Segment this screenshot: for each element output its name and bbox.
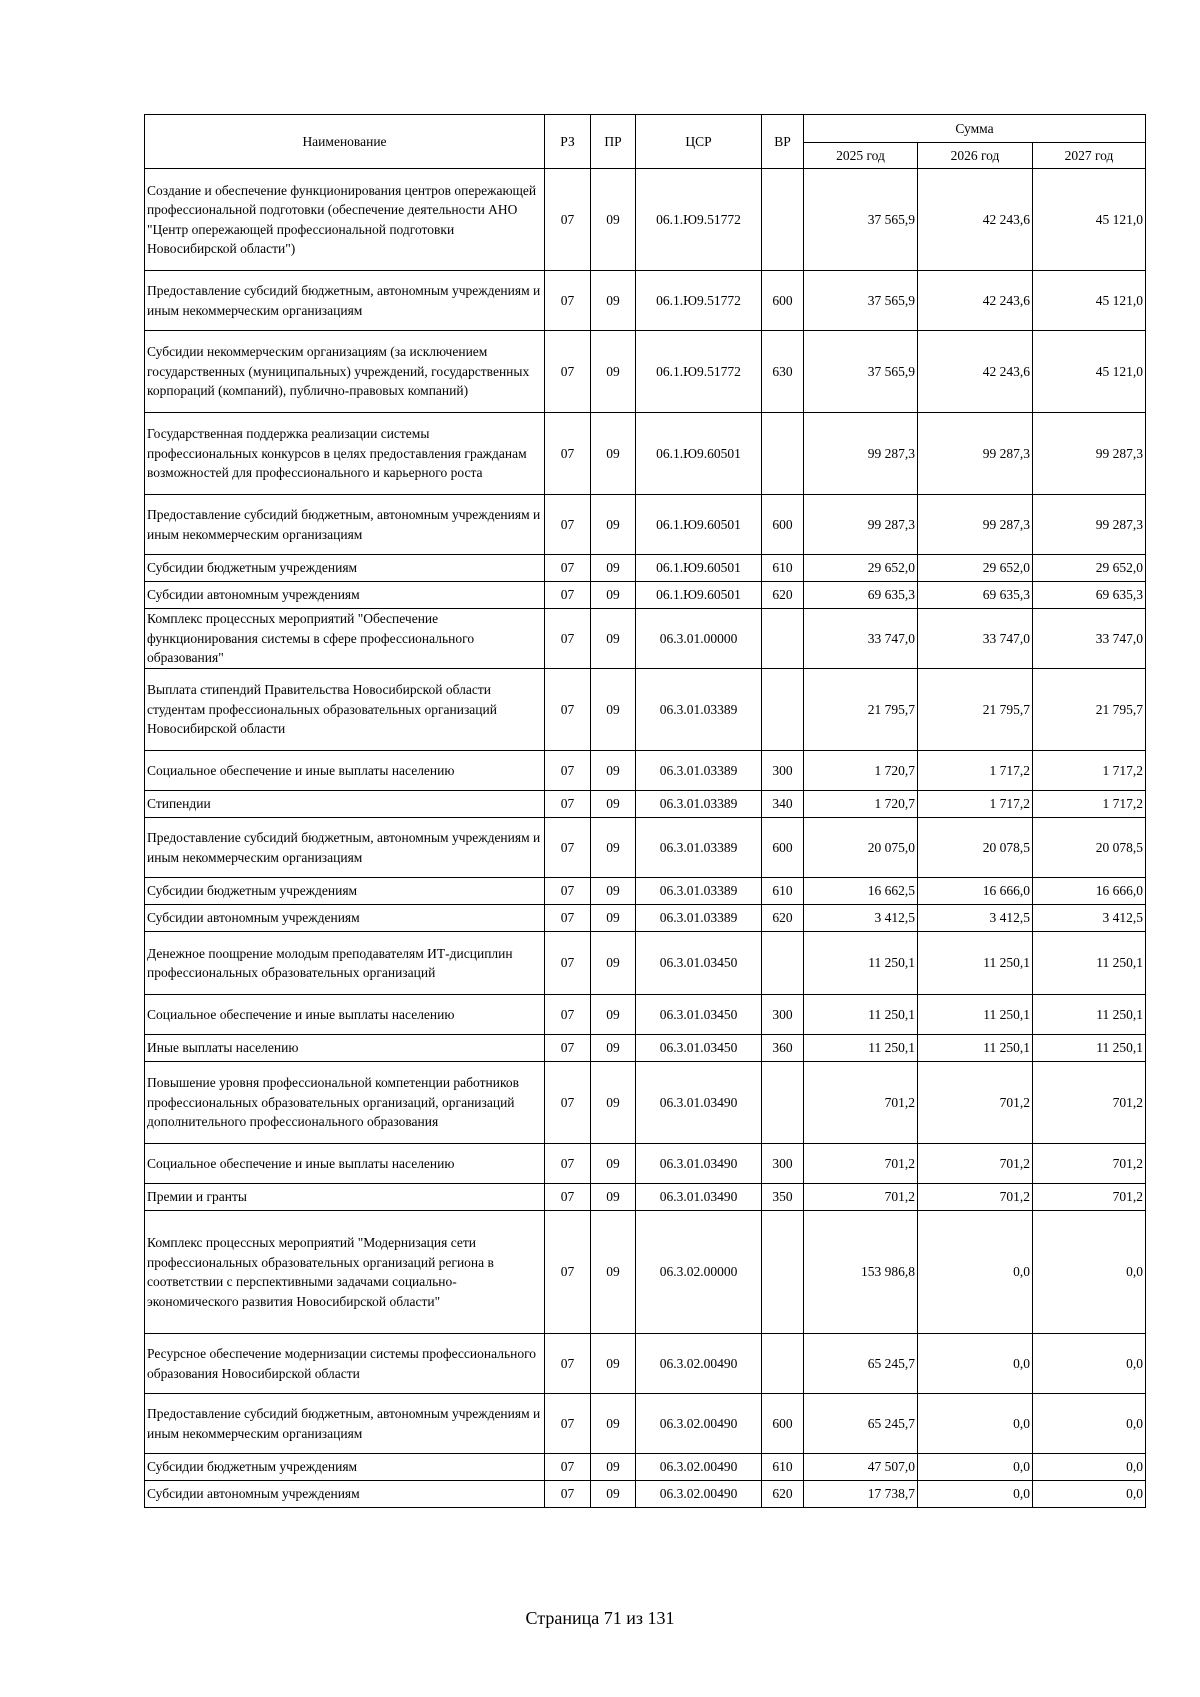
- cell-name: Субсидии автономным учреждениям: [145, 582, 545, 609]
- table-row: [145, 751, 1146, 791]
- cell-2025: 20 075,0: [804, 818, 918, 878]
- cell-rz: 07: [545, 1035, 591, 1062]
- cell-2027: 3 412,5: [1033, 905, 1146, 932]
- cell-name: Повышение уровня профессиональной компетенции работников профессиональных образовательных организаций, организаций дополнительного профессионального образования: [145, 1062, 545, 1144]
- cell-2025: 47 507,0: [804, 1454, 918, 1481]
- cell-name: Предоставление субсидий бюджетным, автономным учреждениям и иным некоммерческим организациям: [145, 818, 545, 878]
- cell-vr: 360: [762, 1035, 804, 1062]
- cell-vr: 350: [762, 1184, 804, 1211]
- table-row: [145, 791, 1146, 818]
- cell-pr: 09: [591, 932, 636, 995]
- cell-csr: 06.1.Ю9.60501: [636, 582, 762, 609]
- cell-rz: 07: [545, 932, 591, 995]
- table-row: [145, 818, 1146, 878]
- cell-2025: 701,2: [804, 1062, 918, 1144]
- cell-name: Выплата стипендий Правительства Новосибирской области студентам профессиональных образовательных организаций Новосибирской области: [145, 669, 545, 751]
- cell-csr: 06.3.01.03490: [636, 1144, 762, 1184]
- cell-name: Субсидии бюджетным учреждениям: [145, 1454, 545, 1481]
- cell-vr: [762, 669, 804, 751]
- cell-csr: 06.3.01.03389: [636, 905, 762, 932]
- header-name: Наименование: [145, 115, 545, 169]
- cell-rz: 07: [545, 1481, 591, 1508]
- cell-2027: 45 121,0: [1033, 331, 1146, 413]
- cell-2027: 11 250,1: [1033, 1035, 1146, 1062]
- cell-csr: 06.1.Ю9.51772: [636, 169, 762, 271]
- cell-pr: 09: [591, 331, 636, 413]
- cell-name: Комплекс процессных мероприятий "Модернизация сети профессиональных образовательных организаций региона в соответствии с перспективными задачами социально-экономического развития Новосибирской области": [145, 1211, 545, 1334]
- table-row: [145, 669, 1146, 751]
- cell-vr: [762, 1062, 804, 1144]
- cell-csr: 06.3.02.00000: [636, 1211, 762, 1334]
- cell-vr: 610: [762, 555, 804, 582]
- cell-rz: 07: [545, 1211, 591, 1334]
- cell-2027: 1 717,2: [1033, 791, 1146, 818]
- cell-name: Комплекс процессных мероприятий "Обеспечение функционирования системы в сфере профессионального образования": [145, 609, 545, 669]
- cell-rz: 07: [545, 1184, 591, 1211]
- cell-2026: 701,2: [918, 1062, 1033, 1144]
- cell-2025: 3 412,5: [804, 905, 918, 932]
- cell-2025: 21 795,7: [804, 669, 918, 751]
- cell-vr: 600: [762, 271, 804, 331]
- cell-vr: 620: [762, 582, 804, 609]
- cell-pr: 09: [591, 1062, 636, 1144]
- cell-2027: 0,0: [1033, 1394, 1146, 1454]
- cell-2025: 16 662,5: [804, 878, 918, 905]
- cell-csr: 06.3.01.03490: [636, 1062, 762, 1144]
- cell-2027: 0,0: [1033, 1334, 1146, 1394]
- cell-2026: 16 666,0: [918, 878, 1033, 905]
- cell-pr: 09: [591, 609, 636, 669]
- cell-vr: 300: [762, 995, 804, 1035]
- cell-csr: 06.3.01.03389: [636, 669, 762, 751]
- cell-name: Денежное поощрение молодым преподавателям ИТ-дисциплин профессиональных образовательных организаций: [145, 932, 545, 995]
- table-row: [145, 495, 1146, 555]
- cell-2026: 21 795,7: [918, 669, 1033, 751]
- cell-pr: 09: [591, 751, 636, 791]
- cell-2025: 29 652,0: [804, 555, 918, 582]
- table-row: [145, 582, 1146, 609]
- cell-vr: 300: [762, 1144, 804, 1184]
- cell-pr: 09: [591, 1035, 636, 1062]
- header-row-top: [145, 115, 1146, 143]
- cell-2025: 65 245,7: [804, 1334, 918, 1394]
- cell-vr: [762, 609, 804, 669]
- cell-2027: 45 121,0: [1033, 271, 1146, 331]
- cell-2025: 33 747,0: [804, 609, 918, 669]
- cell-2026: 42 243,6: [918, 169, 1033, 271]
- cell-pr: 09: [591, 669, 636, 751]
- cell-csr: 06.3.02.00490: [636, 1334, 762, 1394]
- table-row: [145, 1334, 1146, 1394]
- table-row: [145, 609, 1146, 669]
- header-csr: ЦСР: [636, 115, 762, 169]
- header-rz: РЗ: [545, 115, 591, 169]
- cell-pr: 09: [591, 818, 636, 878]
- cell-pr: 09: [591, 1394, 636, 1454]
- cell-name: Стипендии: [145, 791, 545, 818]
- cell-2025: 11 250,1: [804, 995, 918, 1035]
- cell-pr: 09: [591, 1334, 636, 1394]
- header-year-2026: 2026 год: [918, 143, 1033, 169]
- cell-2027: 29 652,0: [1033, 555, 1146, 582]
- cell-2027: 33 747,0: [1033, 609, 1146, 669]
- cell-csr: 06.3.02.00490: [636, 1481, 762, 1508]
- cell-rz: 07: [545, 878, 591, 905]
- page-number: Страница 71 из 131: [525, 1608, 675, 1628]
- cell-2026: 0,0: [918, 1454, 1033, 1481]
- cell-rz: 07: [545, 331, 591, 413]
- cell-rz: 07: [545, 1062, 591, 1144]
- cell-2027: 99 287,3: [1033, 495, 1146, 555]
- cell-rz: 07: [545, 1394, 591, 1454]
- cell-2025: 69 635,3: [804, 582, 918, 609]
- cell-vr: 600: [762, 495, 804, 555]
- cell-rz: 07: [545, 1454, 591, 1481]
- cell-csr: 06.3.01.03450: [636, 995, 762, 1035]
- cell-name: Иные выплаты населению: [145, 1035, 545, 1062]
- cell-2026: 0,0: [918, 1334, 1033, 1394]
- cell-rz: 07: [545, 413, 591, 495]
- cell-2026: 42 243,6: [918, 331, 1033, 413]
- cell-pr: 09: [591, 791, 636, 818]
- cell-csr: 06.1.Ю9.51772: [636, 271, 762, 331]
- cell-pr: 09: [591, 413, 636, 495]
- header-pr: ПР: [591, 115, 636, 169]
- cell-2026: 33 747,0: [918, 609, 1033, 669]
- cell-2027: 21 795,7: [1033, 669, 1146, 751]
- cell-2025: 701,2: [804, 1144, 918, 1184]
- cell-pr: 09: [591, 905, 636, 932]
- cell-name: Субсидии некоммерческим организациям (за исключением государственных (муниципальных) учреждений, государственных корпораций (компаний), публично-правовых компаний): [145, 331, 545, 413]
- table-row: [145, 1184, 1146, 1211]
- cell-name: Субсидии бюджетным учреждениям: [145, 878, 545, 905]
- cell-name: Создание и обеспечение функционирования центров опережающей профессиональной подготовки (обеспечение деятельности АНО "Центр опережающей профессиональной подготовки Новосибирской области"): [145, 169, 545, 271]
- cell-pr: 09: [591, 1211, 636, 1334]
- cell-2027: 20 078,5: [1033, 818, 1146, 878]
- cell-vr: [762, 1211, 804, 1334]
- table-body: [145, 169, 1146, 1508]
- cell-vr: 600: [762, 1394, 804, 1454]
- cell-pr: 09: [591, 271, 636, 331]
- table-row: [145, 995, 1146, 1035]
- cell-pr: 09: [591, 1481, 636, 1508]
- cell-2026: 29 652,0: [918, 555, 1033, 582]
- cell-vr: [762, 1334, 804, 1394]
- cell-csr: 06.3.02.00490: [636, 1394, 762, 1454]
- cell-csr: 06.1.Ю9.60501: [636, 413, 762, 495]
- cell-2026: 1 717,2: [918, 791, 1033, 818]
- cell-vr: [762, 169, 804, 271]
- table-row: [145, 413, 1146, 495]
- cell-rz: 07: [545, 1144, 591, 1184]
- cell-rz: 07: [545, 905, 591, 932]
- cell-2027: 0,0: [1033, 1481, 1146, 1508]
- cell-2027: 11 250,1: [1033, 932, 1146, 995]
- cell-rz: 07: [545, 555, 591, 582]
- cell-pr: 09: [591, 169, 636, 271]
- table-row: [145, 1394, 1146, 1454]
- cell-2027: 701,2: [1033, 1062, 1146, 1144]
- cell-2027: 0,0: [1033, 1211, 1146, 1334]
- cell-name: Предоставление субсидий бюджетным, автономным учреждениям и иным некоммерческим организациям: [145, 271, 545, 331]
- cell-2027: 0,0: [1033, 1454, 1146, 1481]
- table-row: [145, 555, 1146, 582]
- cell-name: Субсидии автономным учреждениям: [145, 1481, 545, 1508]
- cell-csr: 06.3.01.03389: [636, 818, 762, 878]
- cell-name: Ресурсное обеспечение модернизации системы профессионального образования Новосибирской области: [145, 1334, 545, 1394]
- header-sum: Сумма: [804, 115, 1146, 143]
- cell-2027: 1 717,2: [1033, 751, 1146, 791]
- cell-pr: 09: [591, 582, 636, 609]
- table-row: [145, 1062, 1146, 1144]
- cell-vr: 340: [762, 791, 804, 818]
- header-year-2025: 2025 год: [804, 143, 918, 169]
- cell-2027: 16 666,0: [1033, 878, 1146, 905]
- cell-2026: 11 250,1: [918, 932, 1033, 995]
- cell-2025: 37 565,9: [804, 169, 918, 271]
- budget-table: [144, 114, 1146, 1508]
- cell-2026: 99 287,3: [918, 495, 1033, 555]
- header-vr: ВР: [762, 115, 804, 169]
- cell-name: Государственная поддержка реализации системы профессиональных конкурсов в целях предоставления гражданам возможностей для профессионального и карьерного роста: [145, 413, 545, 495]
- cell-2025: 37 565,9: [804, 331, 918, 413]
- cell-2027: 69 635,3: [1033, 582, 1146, 609]
- cell-name: Субсидии бюджетным учреждениям: [145, 555, 545, 582]
- cell-name: Премии и гранты: [145, 1184, 545, 1211]
- cell-2026: 0,0: [918, 1481, 1033, 1508]
- cell-name: Социальное обеспечение и иные выплаты населению: [145, 995, 545, 1035]
- cell-pr: 09: [591, 878, 636, 905]
- cell-2027: 701,2: [1033, 1184, 1146, 1211]
- cell-2025: 17 738,7: [804, 1481, 918, 1508]
- cell-2026: 3 412,5: [918, 905, 1033, 932]
- cell-rz: 07: [545, 751, 591, 791]
- cell-csr: 06.3.01.00000: [636, 609, 762, 669]
- cell-2025: 701,2: [804, 1184, 918, 1211]
- cell-rz: 07: [545, 582, 591, 609]
- cell-rz: 07: [545, 791, 591, 818]
- cell-2027: 11 250,1: [1033, 995, 1146, 1035]
- cell-vr: 610: [762, 878, 804, 905]
- cell-2026: 0,0: [918, 1211, 1033, 1334]
- table-row: [145, 878, 1146, 905]
- cell-rz: 07: [545, 995, 591, 1035]
- cell-2025: 37 565,9: [804, 271, 918, 331]
- cell-2026: 99 287,3: [918, 413, 1033, 495]
- table-row: [145, 1481, 1146, 1508]
- cell-csr: 06.1.Ю9.51772: [636, 331, 762, 413]
- cell-rz: 07: [545, 818, 591, 878]
- cell-2026: 701,2: [918, 1184, 1033, 1211]
- table-row: [145, 331, 1146, 413]
- cell-rz: 07: [545, 1334, 591, 1394]
- cell-csr: 06.3.01.03490: [636, 1184, 762, 1211]
- cell-csr: 06.1.Ю9.60501: [636, 555, 762, 582]
- cell-csr: 06.1.Ю9.60501: [636, 495, 762, 555]
- cell-csr: 06.3.01.03389: [636, 878, 762, 905]
- cell-rz: 07: [545, 669, 591, 751]
- cell-2027: 99 287,3: [1033, 413, 1146, 495]
- cell-2026: 701,2: [918, 1144, 1033, 1184]
- cell-rz: 07: [545, 609, 591, 669]
- cell-vr: 600: [762, 818, 804, 878]
- cell-name: Предоставление субсидий бюджетным, автономным учреждениям и иным некоммерческим организациям: [145, 495, 545, 555]
- cell-rz: 07: [545, 169, 591, 271]
- cell-pr: 09: [591, 995, 636, 1035]
- cell-2025: 11 250,1: [804, 932, 918, 995]
- cell-name: Социальное обеспечение и иные выплаты населению: [145, 751, 545, 791]
- table-row: [145, 905, 1146, 932]
- cell-2027: 701,2: [1033, 1144, 1146, 1184]
- cell-vr: 620: [762, 1481, 804, 1508]
- table-row: [145, 169, 1146, 271]
- cell-2026: 1 717,2: [918, 751, 1033, 791]
- cell-2026: 11 250,1: [918, 1035, 1033, 1062]
- cell-2026: 11 250,1: [918, 995, 1033, 1035]
- cell-2025: 99 287,3: [804, 413, 918, 495]
- cell-2025: 153 986,8: [804, 1211, 918, 1334]
- cell-2026: 42 243,6: [918, 271, 1033, 331]
- cell-csr: 06.3.01.03450: [636, 932, 762, 995]
- cell-rz: 07: [545, 271, 591, 331]
- cell-vr: [762, 932, 804, 995]
- cell-2025: 1 720,7: [804, 791, 918, 818]
- cell-2025: 99 287,3: [804, 495, 918, 555]
- table-row: [145, 271, 1146, 331]
- cell-vr: 630: [762, 331, 804, 413]
- cell-pr: 09: [591, 1454, 636, 1481]
- table-row: [145, 1144, 1146, 1184]
- table-row: [145, 1035, 1146, 1062]
- table-row: [145, 932, 1146, 995]
- cell-name: Социальное обеспечение и иные выплаты населению: [145, 1144, 545, 1184]
- header-year-2027: 2027 год: [1033, 143, 1146, 169]
- cell-2025: 1 720,7: [804, 751, 918, 791]
- cell-2026: 0,0: [918, 1394, 1033, 1454]
- cell-pr: 09: [591, 495, 636, 555]
- cell-pr: 09: [591, 1184, 636, 1211]
- cell-vr: 620: [762, 905, 804, 932]
- table-row: [145, 1454, 1146, 1481]
- cell-pr: 09: [591, 555, 636, 582]
- cell-vr: 300: [762, 751, 804, 791]
- table-row: [145, 1211, 1146, 1334]
- cell-name: Предоставление субсидий бюджетным, автономным учреждениям и иным некоммерческим организациям: [145, 1394, 545, 1454]
- cell-csr: 06.3.01.03389: [636, 791, 762, 818]
- cell-2027: 45 121,0: [1033, 169, 1146, 271]
- cell-vr: 610: [762, 1454, 804, 1481]
- cell-pr: 09: [591, 1144, 636, 1184]
- cell-name: Субсидии автономным учреждениям: [145, 905, 545, 932]
- cell-vr: [762, 413, 804, 495]
- cell-csr: 06.3.02.00490: [636, 1454, 762, 1481]
- cell-csr: 06.3.01.03389: [636, 751, 762, 791]
- cell-2026: 20 078,5: [918, 818, 1033, 878]
- cell-rz: 07: [545, 495, 591, 555]
- cell-2026: 69 635,3: [918, 582, 1033, 609]
- cell-csr: 06.3.01.03450: [636, 1035, 762, 1062]
- cell-2025: 65 245,7: [804, 1394, 918, 1454]
- cell-2025: 11 250,1: [804, 1035, 918, 1062]
